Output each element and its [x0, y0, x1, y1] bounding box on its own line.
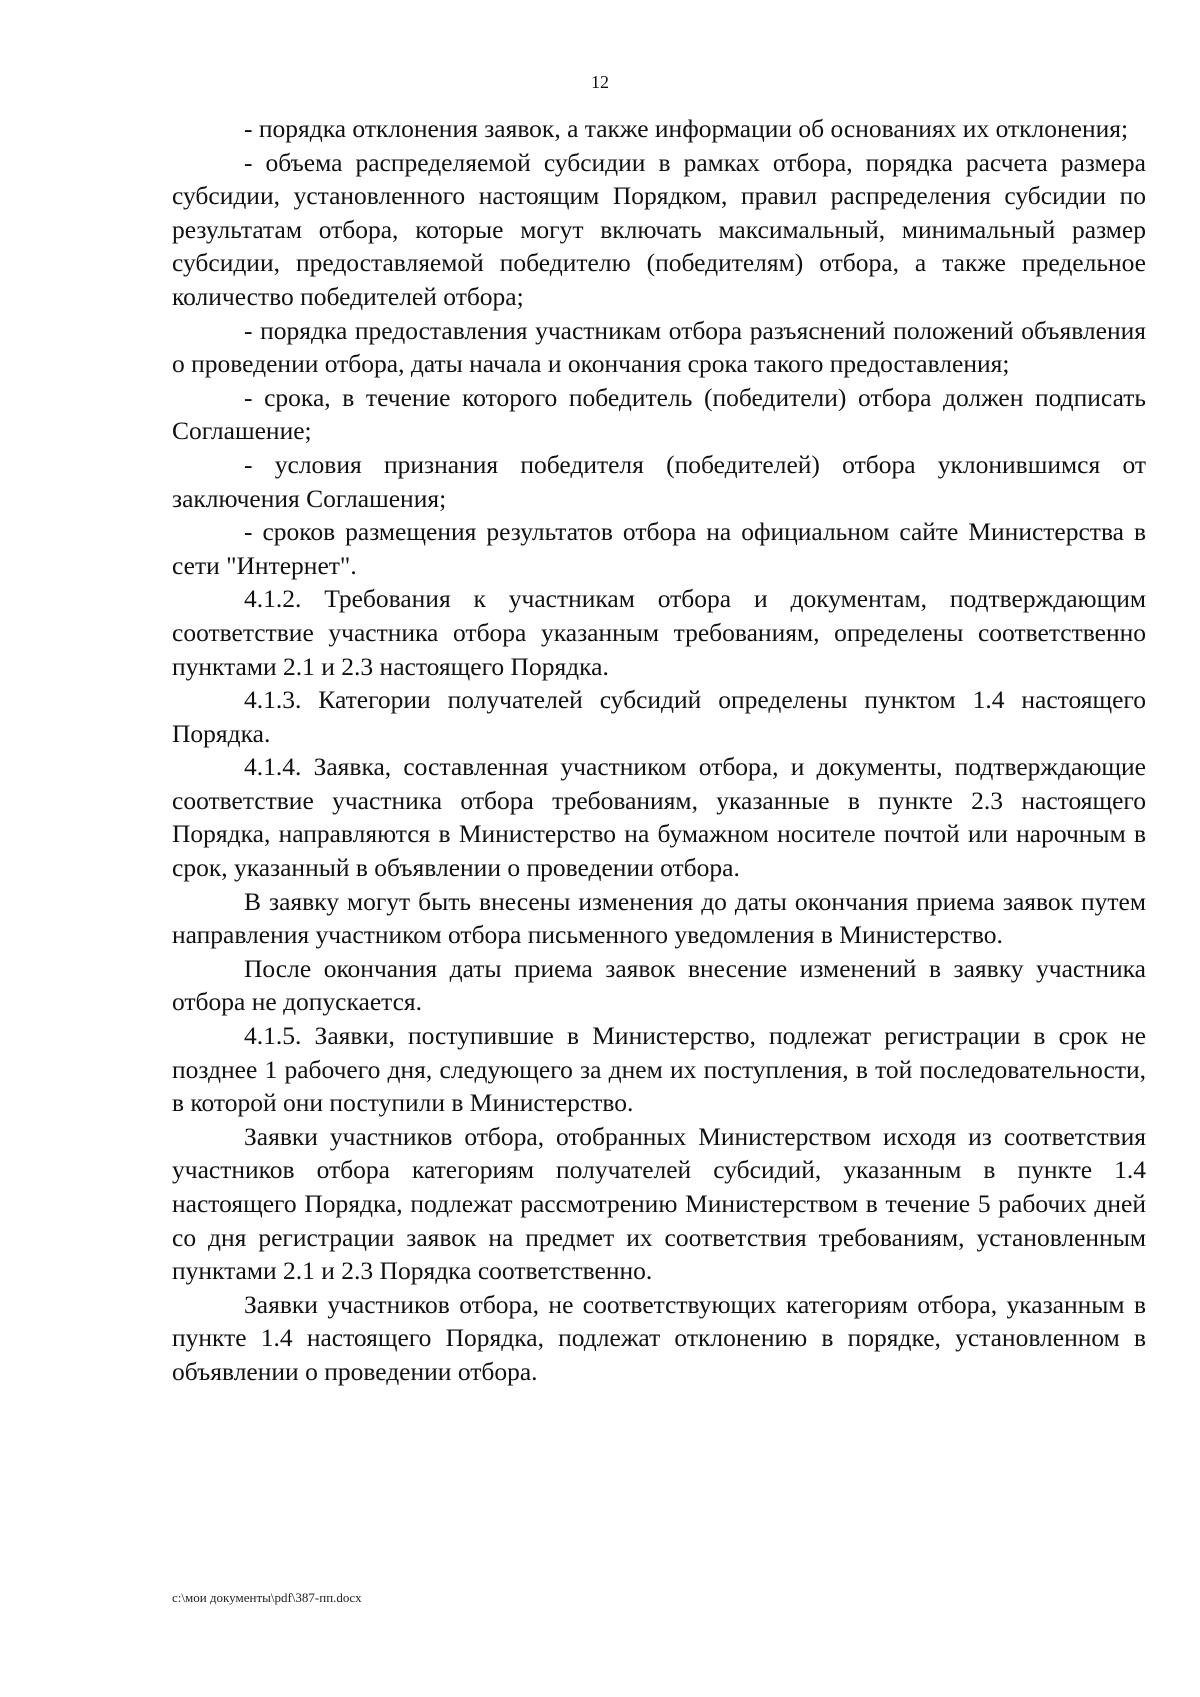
paragraph: 4.1.3. Категории получателей субсидий определены пунктом 1.4 настоящего Порядка. — [172, 685, 1146, 748]
paragraph: - сроков размещения результатов отбора на официальном сайте Министерства в сети "Интернет". — [172, 517, 1146, 580]
paragraph: - срока, в течение которого победитель (победители) отбора должен подписать Соглашение; — [172, 382, 1146, 446]
document-body — [172, 112, 1146, 1389]
paragraph: - условия признания победителя (победителей) отбора уклонившимся от заключения Соглашения; — [172, 449, 1146, 513]
paragraph: Заявки участников отбора, отобранных Министерством исходя из соответствия участников отбора категориям получателей субсидий, указанным в пункте 1.4 настоящего Порядка, подлежат рассмотрению Министерством в течение 5 рабочих дней со дня регистрации заявок на предмет их соответствия требованиям, установленным пунктами 2.1 и 2.3 Порядка соответственно. — [172, 1121, 1146, 1286]
paragraph: 4.1.4. Заявка, составленная участником отбора, и документы, подтверждающие соответствие участника отбора требованиям, указанные в пункте 2.3 настоящего Порядка, направляются в Министерство на бумажном носителе почтой или нарочным в срок, указанный в объявлении о проведении отбора. — [172, 752, 1146, 883]
page-number: 12 — [591, 72, 609, 92]
paragraph: - порядка предоставления участникам отбора разъяснений положений объявления о проведении отбора, даты начала и окончания срока такого предоставления; — [172, 315, 1146, 379]
paragraph: 4.1.2. Требования к участникам отбора и документам, подтверждающим соответствие участника отбора указанным требованиям, определены соответственно пунктами 2.1 и 2.3 настоящего Порядка. — [172, 584, 1146, 681]
footer-file-path: c:\мои документы\pdf\387-пп.docx — [172, 1590, 362, 1605]
paragraph: Заявки участников отбора, не соответствующих категориям отбора, указанным в пункте 1.4 настоящего Порядка, подлежат отклонению в порядке, установленном в объявлении о проведении отбора. — [172, 1289, 1146, 1386]
paragraph: - объема распределяемой субсидии в рамках отбора, порядка расчета размера субсидии, установленного настоящим Порядком, правил распределения субсидии по результатам отбора, которые могут включать максимальный, минимальный размер субсидии, предоставляемой победителю (победителям) отбора, а также предельное количество победителей отбора; — [172, 147, 1146, 311]
paragraph: В заявку могут быть внесены изменения до даты окончания приема заявок путем направления участником отбора письменного уведомления в Министерство. — [172, 886, 1146, 950]
paragraph: - порядка отклонения заявок, а также информации об основаниях их отклонения; — [244, 114, 1129, 143]
paragraph: 4.1.5. Заявки, поступившие в Министерство, подлежат регистрации в срок не позднее 1 рабочего дня, следующего за днем их поступления, в той последовательности, в которой они поступили в Министерство. — [172, 1021, 1146, 1118]
paragraph: После окончания даты приема заявок внесение изменений в заявку участника отбора не допускается. — [172, 953, 1146, 1017]
